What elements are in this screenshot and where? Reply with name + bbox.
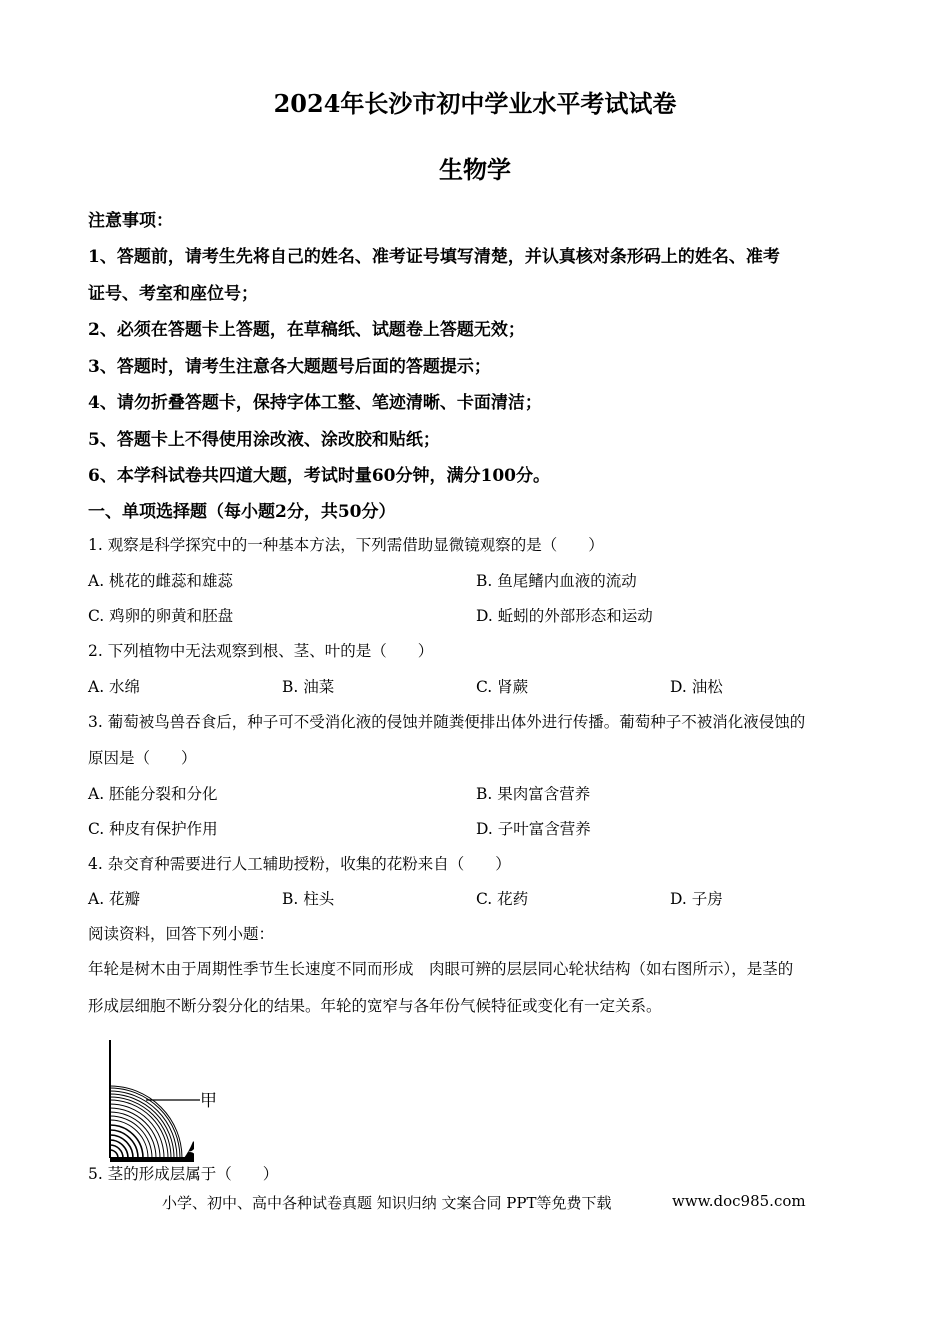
reading-text: 年轮是树木由于周期性季节生长速度不同而形成 肉眼可辨的层层同心轮状结构（如右图所示），是茎的: [88, 960, 794, 978]
notes-heading: 注意事项：: [88, 211, 173, 231]
option-c: C. 种皮有保护作用: [88, 820, 218, 838]
option-b: B. 柱头: [282, 890, 335, 908]
option-d: D. 子房: [670, 890, 723, 908]
option-c: C. 肾蕨: [476, 678, 529, 696]
question-stem: 5. 茎的形成层属于（ ）: [88, 1165, 279, 1183]
note-item: 3、答题时，请考生注意各大题题号后面的答题提示；: [88, 357, 491, 377]
question-stem: 1. 观察是科学探究中的一种基本方法，下列需借助显微镜观察的是（ ）: [88, 536, 604, 554]
option-a: A. 桃花的雌蕊和雄蕊: [88, 572, 234, 590]
note-item: 5、答题卡上不得使用涂改液、涂改胶和贴纸；: [88, 430, 440, 450]
option-a: A. 花瓣: [88, 890, 141, 908]
footer-text: 小学、初中、高中各种试卷真题 知识归纳 文案合同 PPT等免费下载: [162, 1194, 612, 1212]
option-b: B. 油菜: [282, 678, 335, 696]
option-a: A. 胚能分裂和分化: [88, 785, 218, 803]
note-item: 1、答题前，请考生先将自己的姓名、准考证号填写清楚，并认真核对条形码上的姓名、准考: [88, 247, 780, 267]
option-d: D. 油松: [670, 678, 723, 696]
reading-intro: 阅读资料，回答下列小题：: [88, 925, 275, 943]
option-c: C. 花药: [476, 890, 529, 908]
note-item: 6、本学科试卷共四道大题，考试时量60分钟，满分100分。: [88, 466, 550, 486]
option-b: B. 鱼尾鳍内血液的流动: [476, 572, 637, 590]
section-heading: 一、单项选择题（每小题2分，共50分）: [88, 502, 396, 522]
tree-ring-figure: [104, 1036, 244, 1166]
question-stem: 4. 杂交育种需要进行人工辅助授粉，收集的花粉来自（ ）: [88, 855, 511, 873]
subject-title: 生物学: [439, 155, 511, 184]
option-b: B. 果肉富含营养: [476, 785, 591, 803]
note-item: 2、必须在答题卡上答题，在草稿纸、试题卷上答题无效；: [88, 320, 525, 340]
page-title: 2024年长沙市初中学业水平考试试卷: [273, 89, 677, 118]
option-a: A. 水绵: [88, 678, 141, 696]
question-stem: 3. 葡萄被鸟兽吞食后，种子可不受消化液的侵蚀并随粪便排出体外进行传播。葡萄种子不被消化液侵蚀的: [88, 713, 806, 731]
option-c: C. 鸡卵的卵黄和胚盘: [88, 607, 234, 625]
reading-text: 形成层细胞不断分裂分化的结果。年轮的宽窄与各年份气候特征或变化有一定关系。: [88, 997, 662, 1015]
note-item: 证号、考室和座位号；: [88, 284, 258, 304]
figure-label: 甲: [200, 1091, 217, 1110]
option-d: D. 蚯蚓的外部形态和运动: [476, 607, 653, 625]
question-stem: 2. 下列植物中无法观察到根、茎、叶的是（ ）: [88, 642, 434, 660]
note-item: 4、请勿折叠答题卡，保持字体工整、笔迹清晰、卡面清洁；: [88, 393, 542, 413]
question-stem-continued: 原因是（ ）: [88, 749, 197, 767]
option-d: D. 子叶富含营养: [476, 820, 591, 838]
footer-url: www.doc985.com: [672, 1192, 806, 1210]
